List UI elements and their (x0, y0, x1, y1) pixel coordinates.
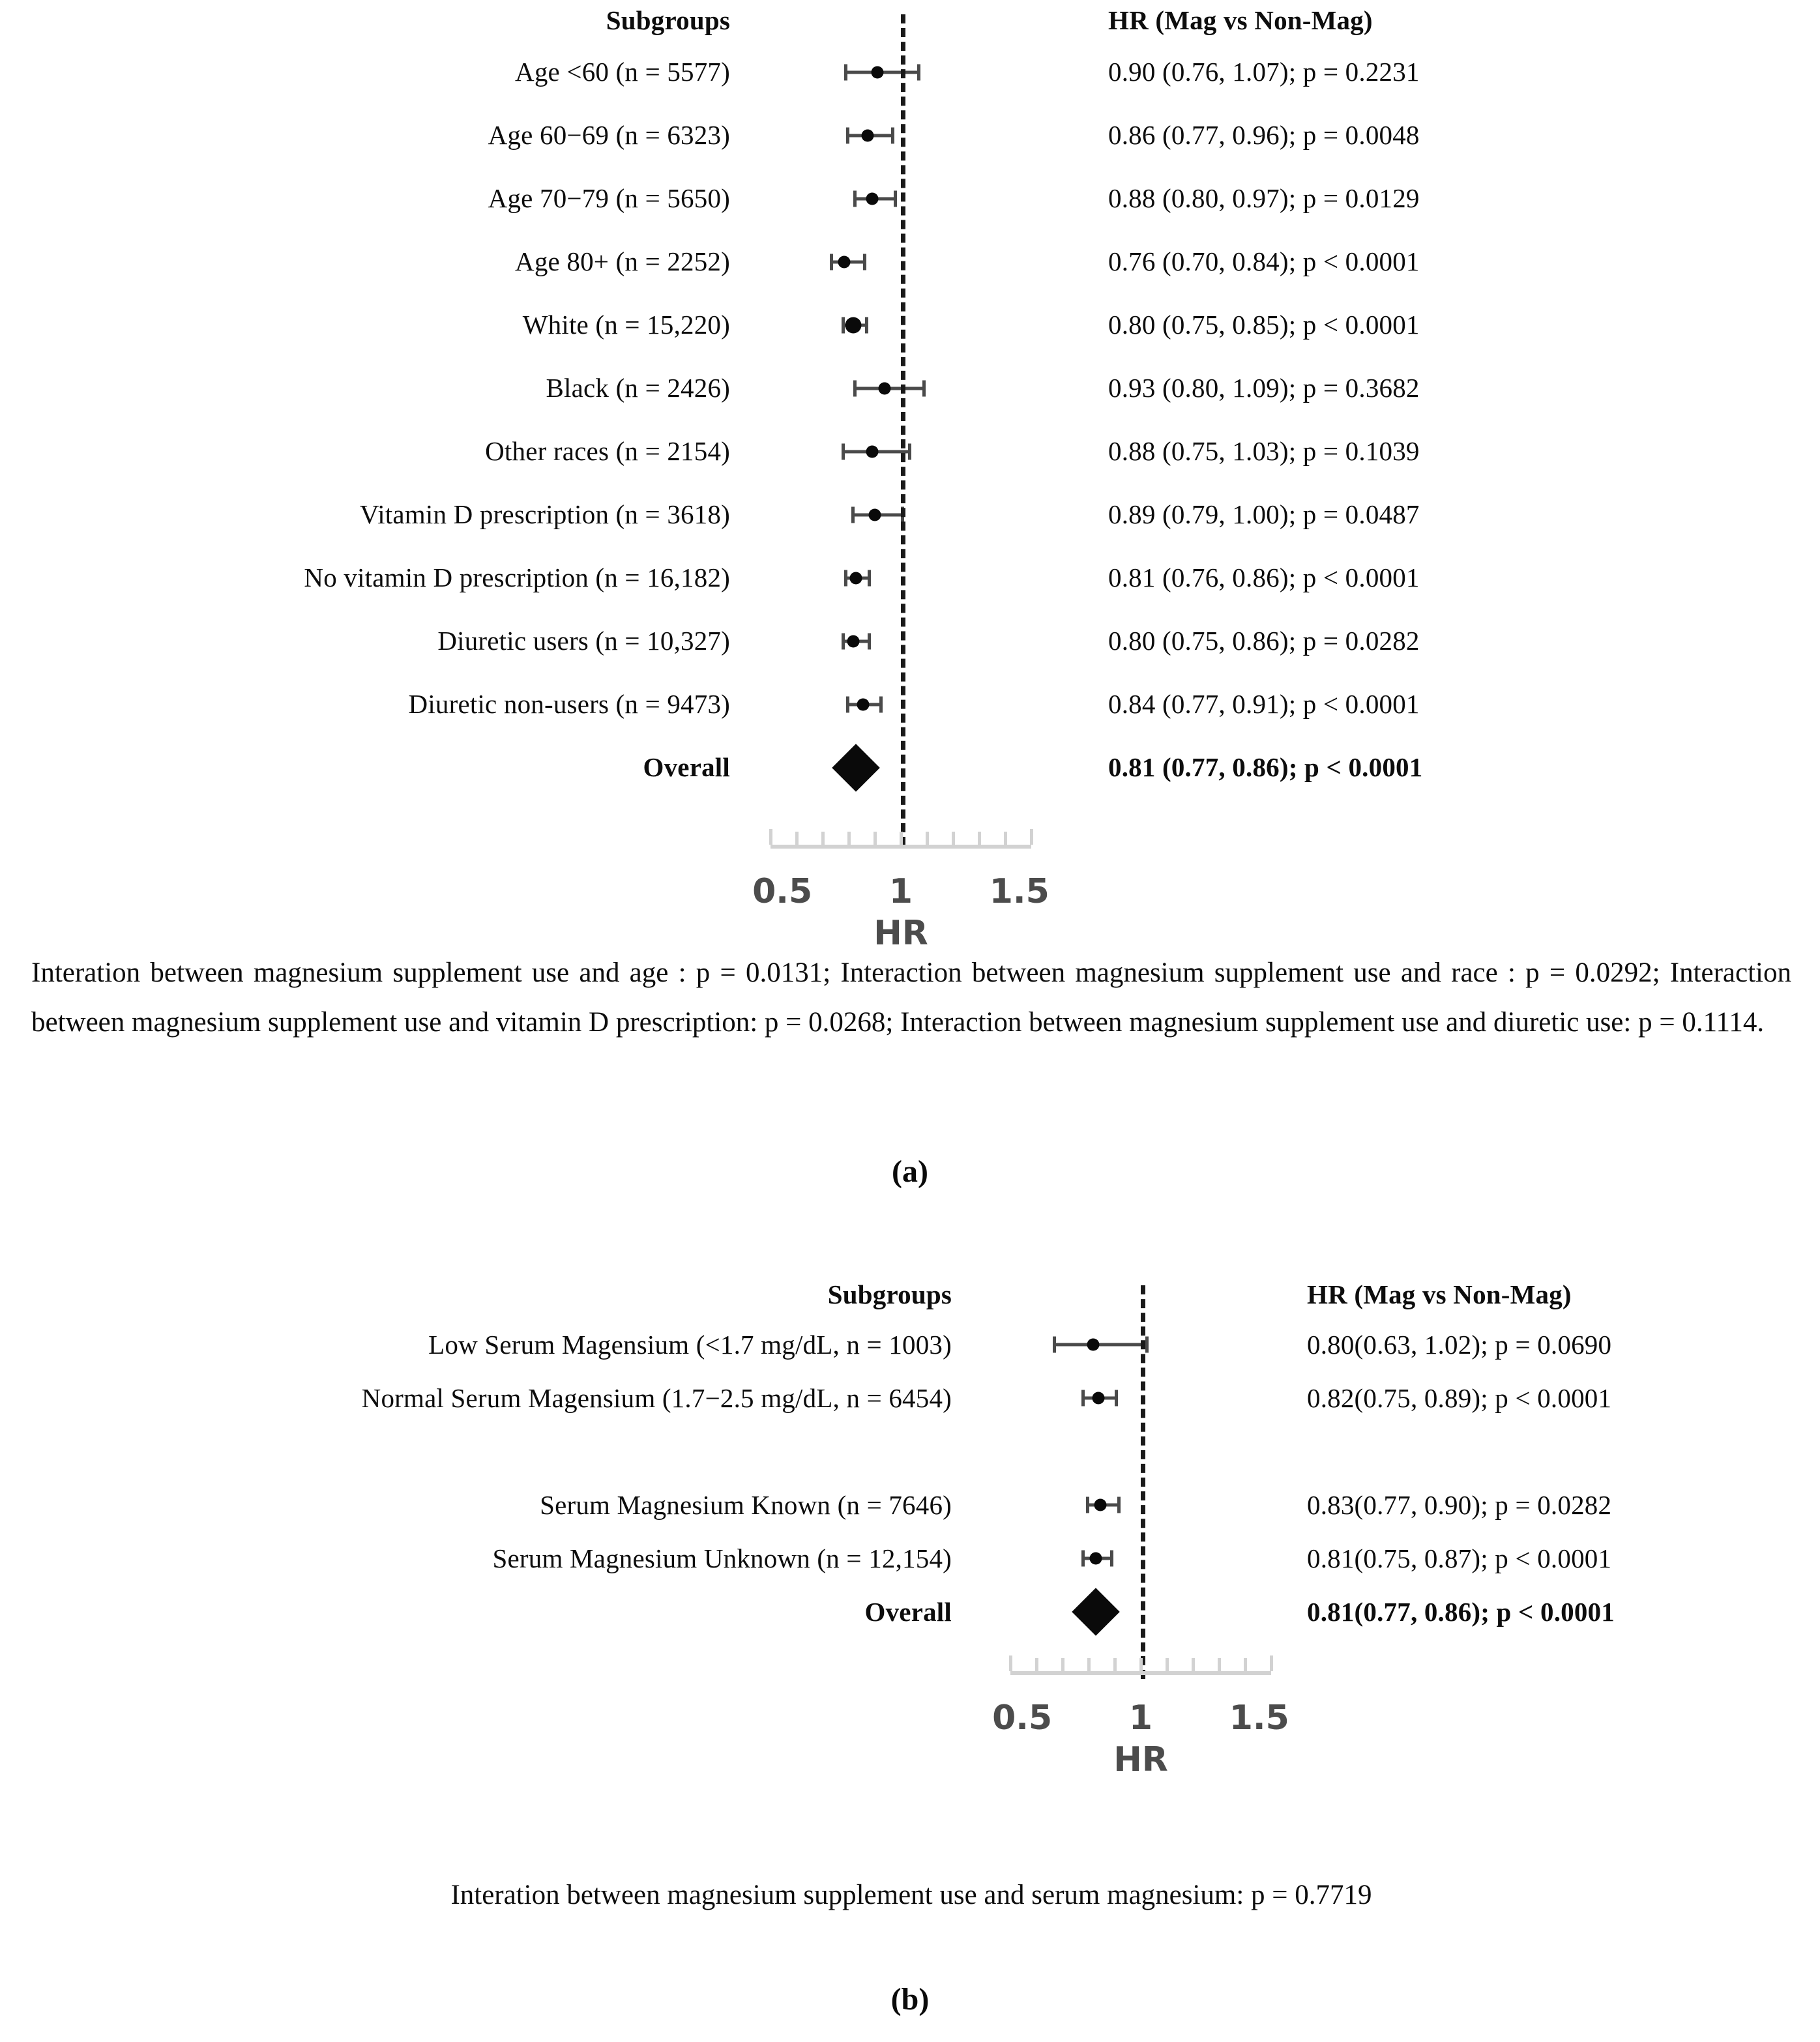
hr-estimate-text: 0.88 (0.80, 0.97); p = 0.0129 (1108, 183, 1420, 213)
ci-cap-lower (1081, 1551, 1085, 1567)
forest-row (0, 736, 1820, 799)
point-estimate-marker (866, 445, 879, 458)
forest-row (0, 420, 1820, 483)
ci-plot-cell (0, 104, 1820, 167)
subgroup-label: Diuretic users (n = 10,327) (437, 626, 730, 656)
ci-plot-cell (0, 736, 1820, 799)
axis-tick (1166, 1658, 1169, 1671)
axis-tick (1087, 1658, 1091, 1671)
ci-cap-lower (844, 64, 847, 80)
forest-row (0, 609, 1820, 673)
axis-tick (952, 832, 955, 845)
ci-cap-upper (891, 127, 894, 143)
reference-line-hr-1 (1141, 1285, 1145, 1679)
hr-estimate-text: 0.89 (0.79, 1.00); p = 0.0487 (1108, 499, 1420, 529)
ci-plot-cell (0, 420, 1820, 483)
ci-cap-upper (1115, 1390, 1118, 1407)
forest-row (0, 673, 1820, 736)
axis-tick (1004, 832, 1007, 845)
ci-cap-upper (868, 633, 871, 649)
column-header-hr: HR (Mag vs Non-Mag) (1108, 5, 1373, 35)
forest-row (0, 1585, 1820, 1639)
ci-plot-cell (0, 357, 1820, 420)
ci-cap-upper (917, 64, 920, 80)
forest-header-row (0, 1271, 1820, 1318)
ci-cap-lower (842, 317, 845, 333)
ci-cap-lower (844, 570, 847, 586)
point-estimate-marker (847, 635, 860, 647)
axis-tick (1192, 1658, 1195, 1671)
ci-cap-lower (830, 254, 833, 270)
ci-cap-lower (851, 506, 855, 523)
ci-cap-upper (879, 696, 883, 712)
ci-plot-cell (0, 609, 1820, 673)
point-estimate-marker (1089, 1553, 1102, 1565)
point-estimate-marker (878, 382, 890, 394)
axis-tick (1009, 1655, 1012, 1671)
point-estimate-marker (849, 572, 862, 584)
hr-estimate-text: 0.81 (0.77, 0.86); p < 0.0001 (1108, 752, 1423, 782)
ci-cap-lower (846, 696, 849, 712)
point-estimate-marker (1092, 1392, 1104, 1405)
hr-estimate-text: 0.83(0.77, 0.90); p = 0.0282 (1307, 1490, 1612, 1520)
subgroup-label: Age <60 (n = 5577) (515, 57, 730, 87)
axis-tick (873, 832, 877, 845)
point-estimate-marker (857, 698, 869, 710)
axis-tick-label: 1 (888, 872, 913, 911)
subgroup-label: Serum Magnesium Unknown (n = 12,154) (492, 1543, 952, 1573)
ci-plot-cell (0, 673, 1820, 736)
panel-a-footnote: Interation between magnesium supplement use and age : p = 0.0131; Interaction between magnesium supplement use and race : p = 0.0292; Interaction between magnesium supplement use and vitamin D prescription: p = 0.0268; Interaction between magnesium supplement use and diuretic use: p = 0.1114. (31, 957, 1791, 1038)
overall-diamond-marker (1072, 1588, 1120, 1636)
forest-row (0, 1478, 1820, 1532)
ci-cap-upper (868, 570, 871, 586)
reference-line-hr-1 (901, 14, 905, 846)
ci-cap-upper (1110, 1551, 1113, 1567)
ci-cap-upper (865, 317, 868, 333)
forest-row (0, 104, 1820, 167)
forest-row (0, 40, 1820, 104)
hr-estimate-text: 0.81(0.75, 0.87); p < 0.0001 (1307, 1543, 1612, 1573)
panel-b-footnote: Interation between magnesium supplement use and serum magnesium: p = 0.7719 (450, 1880, 1372, 1910)
axis-tick (926, 832, 929, 845)
point-estimate-marker (866, 192, 879, 205)
ci-plot-cell (0, 230, 1820, 293)
column-header-subgroups: Subgroups (827, 1279, 952, 1309)
ci-cap-lower (1086, 1497, 1089, 1513)
forest-row (0, 1371, 1820, 1425)
hr-estimate-text: 0.81 (0.76, 0.86); p < 0.0001 (1108, 562, 1420, 592)
axis-title-hr: HR (1113, 1740, 1168, 1779)
point-estimate-marker (838, 255, 850, 268)
point-estimate-marker (1087, 1339, 1100, 1351)
ci-plot-cell (0, 546, 1820, 609)
point-estimate-marker (1094, 1499, 1107, 1511)
hr-estimate-text: 0.86 (0.77, 0.96); p = 0.0048 (1108, 120, 1420, 150)
hr-estimate-text: 0.80 (0.75, 0.85); p < 0.0001 (1108, 310, 1420, 340)
axis-tick-label: 1.5 (989, 872, 1049, 911)
hr-estimate-text: 0.80 (0.75, 0.86); p = 0.0282 (1108, 626, 1420, 656)
forest-row (0, 293, 1820, 357)
ci-cap-lower (842, 633, 845, 649)
forest-row (0, 167, 1820, 230)
ci-cap-upper (908, 443, 911, 459)
column-header-subgroups: Subgroups (606, 5, 730, 35)
axis-tick (795, 832, 799, 845)
axis-tick-label: 1 (1128, 1699, 1153, 1738)
forest-row (0, 1318, 1820, 1371)
subgroup-label: Age 80+ (n = 2252) (515, 246, 730, 276)
ci-cap-lower (853, 380, 857, 396)
ci-cap-upper (1117, 1497, 1121, 1513)
panel-a-letter: (a) (892, 1154, 928, 1189)
subgroup-label: Overall (643, 752, 730, 782)
point-estimate-marker (869, 508, 881, 521)
subgroup-label: Age 70−79 (n = 5650) (488, 183, 730, 213)
point-estimate-marker (845, 317, 862, 333)
ci-cap-upper (863, 254, 866, 270)
ci-cap-lower (853, 190, 857, 207)
ci-plot-cell (0, 1532, 1820, 1585)
overall-diamond-marker (832, 744, 880, 792)
panel-b-letter: (b) (890, 1982, 930, 2017)
hr-estimate-text: 0.93 (0.80, 1.09); p = 0.3682 (1108, 373, 1420, 403)
point-estimate-marker (871, 66, 883, 78)
axis-tick (900, 832, 903, 845)
hr-estimate-text: 0.81(0.77, 0.86); p < 0.0001 (1307, 1597, 1615, 1627)
axis-line (771, 845, 1031, 849)
axis-tick (978, 832, 981, 845)
axis-tick (821, 832, 825, 845)
forest-row (0, 357, 1820, 420)
axis-tick (1270, 1655, 1273, 1671)
hr-estimate-text: 0.90 (0.76, 1.07); p = 0.2231 (1108, 57, 1420, 87)
ci-plot-cell (0, 1371, 1820, 1425)
forest-row (0, 483, 1820, 546)
forest-row (0, 230, 1820, 293)
axis-tick (1035, 1658, 1038, 1671)
ci-cap-lower (846, 127, 849, 143)
ci-plot-cell (0, 167, 1820, 230)
ci-plot-cell (0, 1478, 1820, 1532)
hr-estimate-text: 0.84 (0.77, 0.91); p < 0.0001 (1108, 689, 1420, 719)
axis-tick (1244, 1658, 1247, 1671)
forest-row (0, 1532, 1820, 1585)
forest-row (0, 546, 1820, 609)
subgroup-label: Overall (864, 1597, 952, 1627)
ci-plot-cell (0, 40, 1820, 104)
axis-tick (1218, 1658, 1221, 1671)
subgroup-label: Low Serum Magensium (<1.7 mg/dL, n = 1003) (428, 1330, 952, 1360)
axis-line (1010, 1671, 1271, 1675)
ci-cap-lower (842, 443, 845, 459)
hr-estimate-text: 0.82(0.75, 0.89); p < 0.0001 (1307, 1383, 1612, 1413)
forest-panel-b (0, 1271, 1820, 1788)
axis-tick-label: 0.5 (992, 1699, 1053, 1738)
subgroup-label: Vitamin D prescription (n = 3618) (359, 499, 730, 529)
ci-plot-cell (0, 483, 1820, 546)
hr-estimate-text: 0.80(0.63, 1.02); p = 0.0690 (1307, 1330, 1612, 1360)
forest-grid-b (0, 1271, 1820, 1788)
ci-cap-upper (922, 380, 926, 396)
axis-tick (847, 832, 851, 845)
subgroup-label: Age 60−69 (n = 6323) (488, 120, 730, 150)
subgroup-label: Normal Serum Magensium (1.7−2.5 mg/dL, n = 6454) (361, 1383, 952, 1413)
axis-tick (769, 829, 772, 845)
ci-cap-upper (894, 190, 897, 207)
axis-tick (1139, 1658, 1143, 1671)
ci-cap-lower (1053, 1337, 1056, 1353)
hr-estimate-text: 0.76 (0.70, 0.84); p < 0.0001 (1108, 246, 1420, 276)
ci-plot-cell (0, 1585, 1820, 1639)
subgroup-label: Diuretic non-users (n = 9473) (408, 689, 730, 719)
forest-header-row (0, 0, 1820, 40)
axis-tick (1061, 1658, 1064, 1671)
ci-cap-lower (1081, 1390, 1085, 1407)
subgroup-label: Other races (n = 2154) (485, 436, 730, 466)
ci-plot-cell (0, 293, 1820, 357)
point-estimate-marker (862, 129, 874, 141)
forest-spacer-row (0, 1425, 1820, 1478)
axis-tick (1113, 1658, 1117, 1671)
subgroup-label: White (n = 15,220) (522, 310, 730, 340)
column-header-hr: HR (Mag vs Non-Mag) (1307, 1279, 1572, 1309)
hr-estimate-text: 0.88 (0.75, 1.03); p = 0.1039 (1108, 436, 1420, 466)
subgroup-label: Serum Magnesium Known (n = 7646) (540, 1490, 952, 1520)
axis-tick (1030, 829, 1033, 845)
subgroup-label: Black (n = 2426) (546, 373, 730, 403)
axis-title-hr: HR (873, 914, 928, 953)
axis-tick-label: 0.5 (752, 872, 813, 911)
forest-panel-a (0, 0, 1820, 962)
ci-plot-cell (0, 1318, 1820, 1371)
forest-grid-a (0, 0, 1820, 962)
axis-tick-label: 1.5 (1229, 1699, 1289, 1738)
ci-cap-upper (1145, 1337, 1149, 1353)
subgroup-label: No vitamin D prescription (n = 16,182) (304, 562, 730, 592)
